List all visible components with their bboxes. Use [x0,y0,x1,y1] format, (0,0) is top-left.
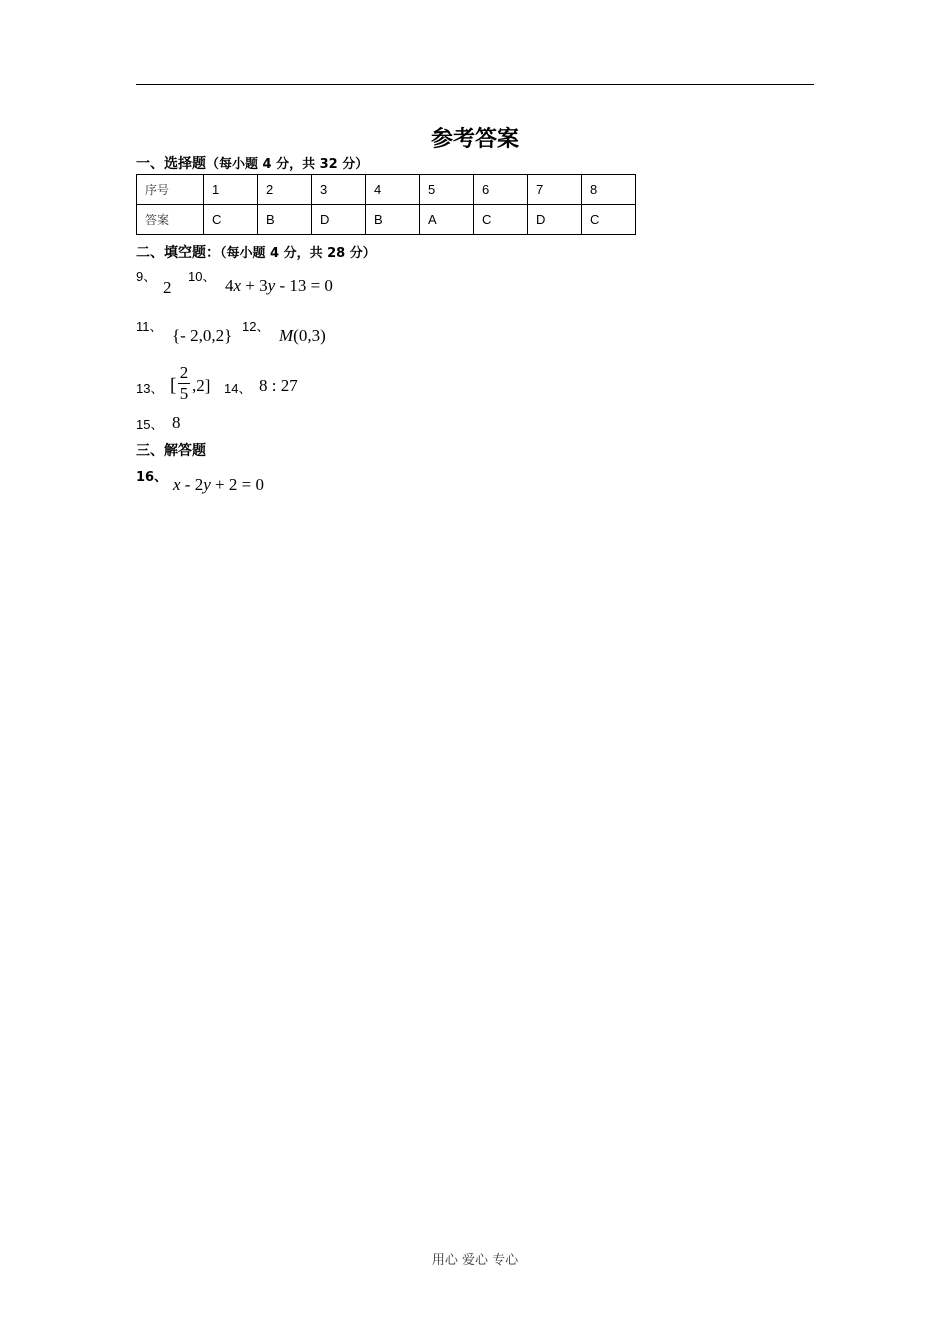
answer-14: 8 : 27 [259,376,298,395]
table-cell: B [258,205,312,235]
table-cell: 7 [528,175,582,205]
table-cell: 3 [312,175,366,205]
section-heading-solve: 三、解答题 [136,443,206,459]
section-heading-choice [136,153,368,173]
answer-13-fraction [177,364,191,403]
question-label-12: 12、 [242,319,270,334]
table-cell: 4 [366,175,420,205]
table-header-cell: 答案 [137,205,204,235]
question-label-10: 10、 [188,269,216,284]
section-note: （每小题 4 分，共 32 分） [206,157,369,172]
header-rule [136,84,814,85]
table-cell: 8 [582,175,636,205]
math-var: M [279,326,294,345]
table-cell: 1 [204,175,258,205]
question-label-9: 9、 [136,269,157,284]
question-label-11: 11、 [136,319,163,334]
math-var: x [233,276,242,295]
question-label-14: 14、 [224,381,252,396]
table-cell: D [528,205,582,235]
answer-10 [225,276,333,296]
math-var: y [203,475,211,494]
math-part: - 2 [180,475,204,494]
table-cell: A [420,205,474,235]
math-part: + 3 [241,276,268,295]
table-row [137,205,636,235]
answer-12 [279,326,326,346]
question-label-13: 13、 [136,381,164,396]
section-heading-fill [136,242,376,262]
table-cell: C [204,205,258,235]
table-row [137,175,636,205]
table-cell: 6 [474,175,528,205]
section-note: （每小题 4 分，共 28 分） [220,246,376,261]
answer-table [136,174,636,235]
page-title: 参考答案 [430,127,519,152]
math-var: y [267,276,276,295]
answer-11: {- 2,0,2} [172,326,233,345]
table-cell: 5 [420,175,474,205]
question-label-15: 15、 [136,417,164,432]
answer-13-open: [ [170,375,177,396]
fraction-denominator: 5 [179,384,189,403]
answer-9: 2 [163,278,172,297]
fraction-numerator: 2 [179,363,189,382]
question-label-16: 16、 [136,470,168,485]
math-part: - 13 = 0 [275,276,333,295]
answer-15: 8 [172,413,181,432]
table-cell: D [312,205,366,235]
page-footer: 用心 爱心 专心 [431,1253,519,1268]
math-part: + 2 = 0 [210,475,264,494]
math-part: (0,3) [293,326,326,345]
table-cell: B [366,205,420,235]
table-cell: C [582,205,636,235]
math-var: x [173,475,181,494]
section-title: 二、填空题： [136,245,220,261]
answer-13-close: ,2] [192,376,211,395]
table-header-cell: 序号 [137,175,204,205]
section-title: 一、选择题 [136,156,206,172]
math-part: 4 [225,276,234,295]
table-cell: 2 [258,175,312,205]
table-cell: C [474,205,528,235]
answer-16 [173,475,264,495]
